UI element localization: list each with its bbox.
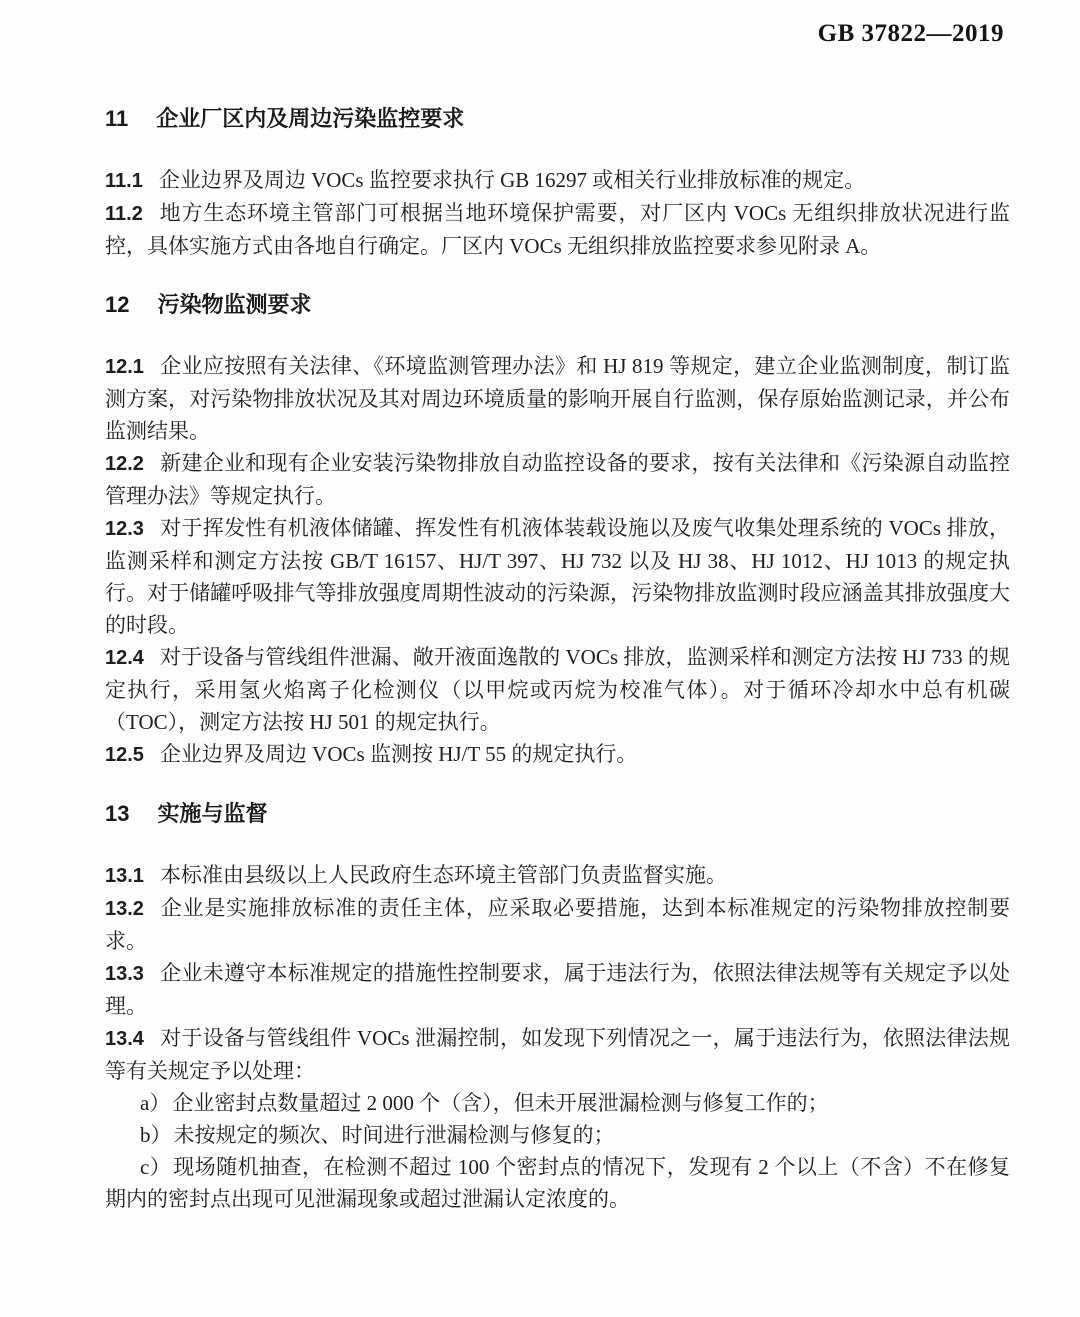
doc-number: GB 37822—2019	[817, 20, 1004, 47]
section-heading-11	[105, 104, 1010, 134]
clause-text: 新建企业和现有企业安装污染物排放自动监控设备的要求，按有关法律和《污染源自动监控管理办法》等规定执行。	[105, 451, 1010, 508]
clause-number: 12.2	[105, 453, 144, 475]
list-item-a	[105, 1087, 1010, 1119]
clause-number: 13.4	[105, 1028, 144, 1050]
clause-text: 对于设备与管线组件 VOCs 泄漏控制，如发现下列情况之一，属于违法行为，依照法律法规等有关规定予以处理：	[105, 1026, 1010, 1083]
clause-text: 地方生态环境主管部门可根据当地环境保护需要，对厂区内 VOCs 无组织排放状况进行监控，具体实施方式由各地自行确定。厂区内 VOCs 无组织排放监控要求参见附录 A。	[105, 201, 1010, 258]
clause-12-1	[105, 350, 1010, 447]
list-item-label: a）	[140, 1091, 171, 1115]
list-item-label: b）	[140, 1123, 172, 1147]
clause-text: 企业未遵守本标准规定的措施性控制要求，属于违法行为，依照法律法规等有关规定予以处理。	[105, 961, 1010, 1018]
clause-text: 对于挥发性有机液体储罐、挥发性有机液体装载设施以及废气收集处理系统的 VOCs 排放，监测采样和测定方法按 GB/T 16157、HJ/T 397、HJ 732 以及 HJ 38、HJ 1012、HJ 1013 的规定执行。对于储罐呼吸排气等排放强度周期性波动的污染源，污染物排放监测时段应涵盖其排放强度大的时段。	[105, 516, 1010, 637]
list-item-label: c）	[140, 1155, 172, 1179]
list-item-text: 现场随机抽查，在检测不超过 100 个密封点的情况下，发现有 2 个以上（不含）不在修复期内的密封点出现可见泄漏现象或超过泄漏认定浓度的。	[105, 1155, 1010, 1211]
clause-13-3	[105, 957, 1010, 1022]
list-item-b	[105, 1119, 1010, 1151]
clause-text: 对于设备与管线组件泄漏、敞开液面逸散的 VOCs 排放，监测采样和测定方法按 HJ 733 的规定执行，采用氢火焰离子化检测仪（以甲烷或丙烷为校准气体）。对于循环冷却水中总有机碳（TOC），测定方法按 HJ 501 的规定执行。	[105, 645, 1010, 734]
clause-number: 12.5	[105, 744, 144, 766]
clause-text: 企业应按照有关法律、《环境监测管理办法》和 HJ 819 等规定，建立企业监测制度，制订监测方案，对污染物排放状况及其对周边环境质量的影响开展自行监测，保存原始监测记录，并公布监测结果。	[105, 354, 1010, 443]
clause-12-5	[105, 738, 1010, 771]
list-item-c	[105, 1151, 1010, 1215]
clause-number: 13.2	[105, 898, 144, 920]
section-number: 12	[105, 292, 130, 317]
list-item-text: 企业密封点数量超过 2 000 个（含），但未开展泄漏检测与修复工作的；	[172, 1091, 829, 1115]
clause-number: 12.4	[105, 647, 144, 669]
clause-text: 企业是实施排放标准的责任主体，应采取必要措施，达到本标准规定的污染物排放控制要求。	[105, 896, 1010, 953]
clause-12-4	[105, 641, 1010, 738]
clause-13-4	[105, 1022, 1010, 1087]
clause-11-1	[105, 164, 1010, 197]
clause-12-2	[105, 447, 1010, 512]
clause-text: 企业边界及周边 VOCs 监测按 HJ/T 55 的规定执行。	[159, 742, 638, 766]
clause-number: 13.1	[105, 865, 144, 887]
section-title: 实施与监督	[157, 801, 268, 826]
clause-11-2	[105, 197, 1010, 262]
clause-12-3	[105, 512, 1010, 641]
clause-13-2	[105, 892, 1010, 957]
section-title: 污染物监测要求	[157, 292, 312, 317]
section-number: 13	[105, 801, 130, 826]
section-heading-13	[105, 799, 1010, 829]
section-heading-12	[105, 290, 1010, 320]
document-content	[105, 92, 1010, 1215]
clause-number: 13.3	[105, 963, 144, 985]
clause-13-1	[105, 859, 1010, 892]
section-number: 11	[105, 106, 129, 131]
clause-text: 企业边界及周边 VOCs 监控要求执行 GB 16297 或相关行业排放标准的规定。	[158, 168, 866, 192]
clause-number: 12.1	[105, 356, 144, 378]
clause-text: 本标准由县级以上人民政府生态环境主管部门负责监督实施。	[159, 863, 727, 887]
list-item-text: 未按规定的频次、时间进行泄漏检测与修复的；	[173, 1123, 615, 1147]
clause-number: 11.1	[105, 170, 143, 192]
clause-number: 11.2	[105, 203, 143, 225]
clause-number: 12.3	[105, 518, 144, 540]
section-title: 企业厂区内及周边污染监控要求	[156, 106, 465, 131]
